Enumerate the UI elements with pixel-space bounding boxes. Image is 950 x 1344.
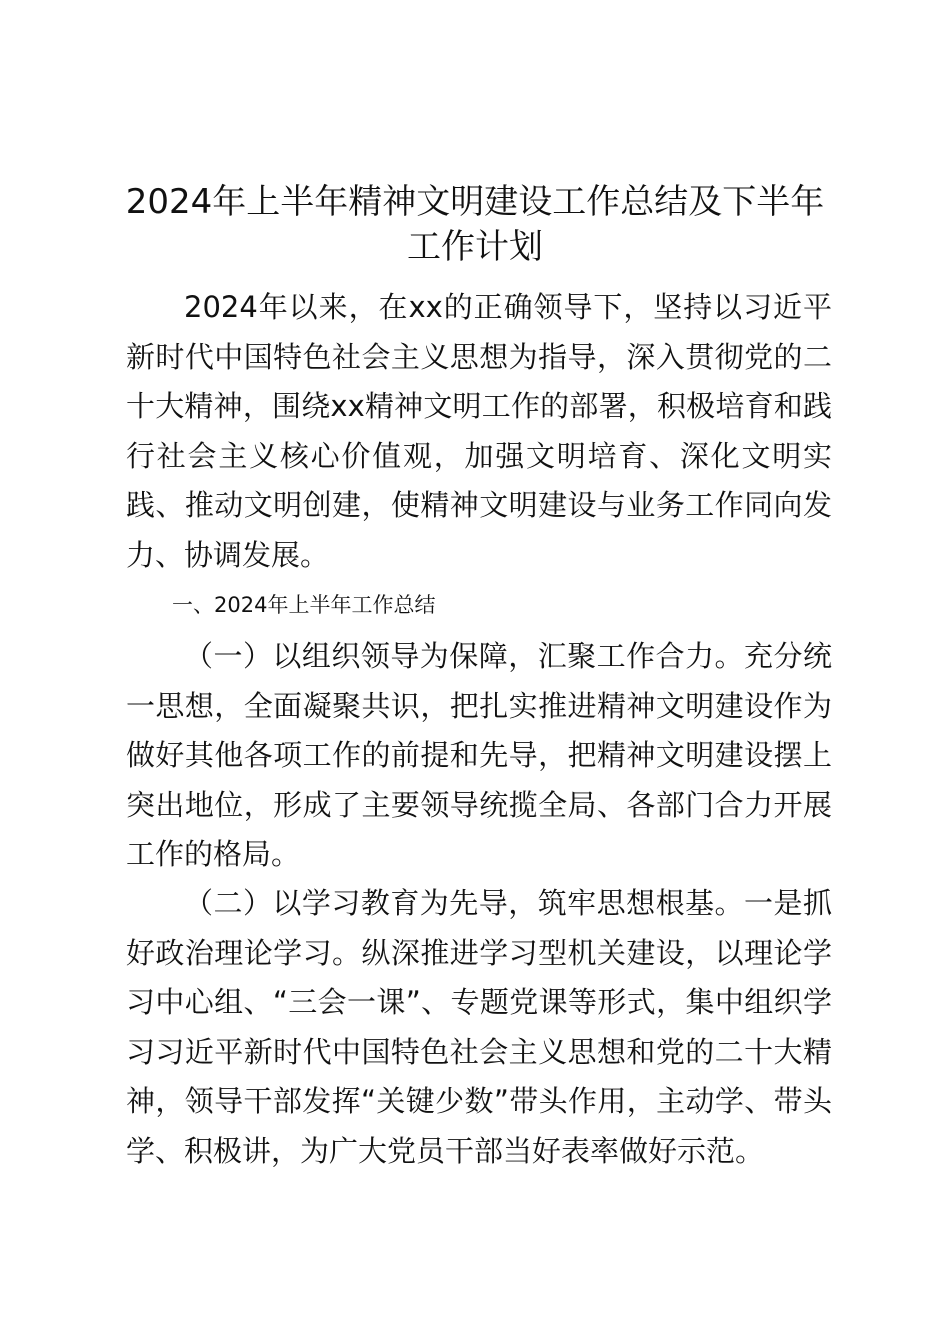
intro-paragraph: 2024年以来，在xx的正确领导下，坚持以习近平新时代中国特色社会主义思想为指导，深入贯彻党的二十大精神，围绕xx精神文明工作的部署，积极培育和践行社会主义核心价值观，加强文明培育、深化文明实践、推动文明创建，使精神文明建设与业务工作同向发力、协调发展。 (126, 290, 832, 572)
paragraph-item-2: （二）以学习教育为先导，筑牢思想根基。一是抓好政治理论学习。纵深推进学习型机关建设，以理论学习中心组、“三会一课”、专题党课等形式，集中组织学习习近平新时代中国特色社会主义思想和党的二十大精神，领导干部发挥“关键少数”带头作用，主动学、带头学、积极讲，为广大党员干部当好表率做好示范。 (126, 886, 832, 1168)
section-heading: 一、2024年上半年工作总结 (172, 593, 436, 617)
paragraph-item-1: （一）以组织领导为保障，汇聚工作合力。充分统一思想，全面凝聚共识，把扎实推进精神文明建设作为做好其他各项工作的前提和先导，把精神文明建设摆上突出地位，形成了主要领导统揽全局、各部门合力开展工作的格局。 (126, 639, 832, 871)
document-title: 2024年上半年精神文明建设工作总结及下半年工作计划 (125, 182, 825, 267)
